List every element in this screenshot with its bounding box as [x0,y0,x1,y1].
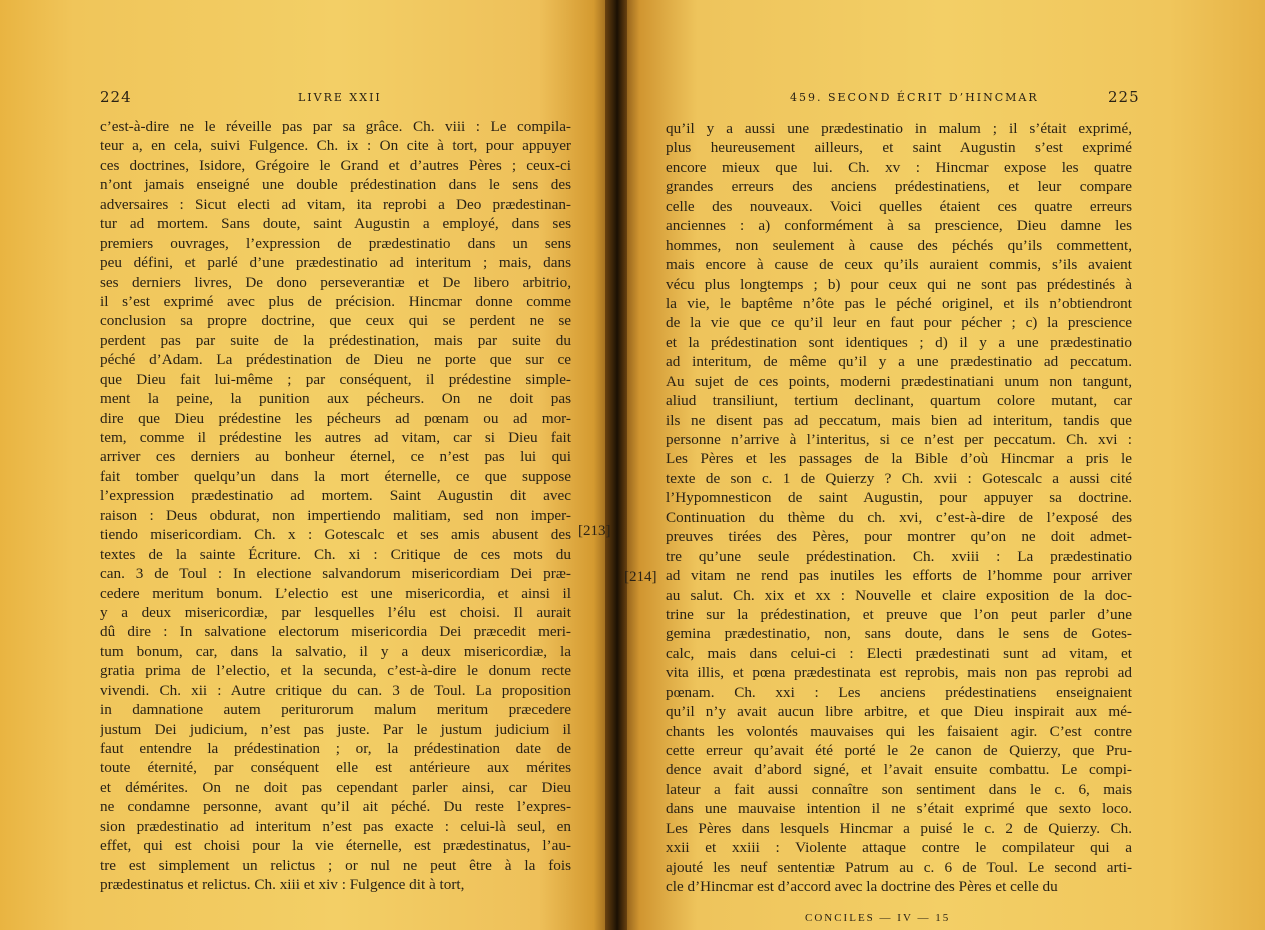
left-text-line: il s’est exprimé avec plus de précision. Hincmar donne comme [100,292,571,310]
right-text-line: grandes erreurs des anciens prédestinatiens, et leur compare [666,178,1132,196]
left-text-line: ses derniers livres, De dono perseverantiæ et De libero arbitrio, [100,273,571,291]
right-page-number: 225 [1108,88,1140,106]
left-text-line: c’est-à-dire ne le réveille pas par sa grâce. Ch. viii : Le compila- [100,118,571,135]
left-text-line: tur ad mortem. Sans doute, saint Augustin a employé, dans ses [100,215,571,233]
right-text-line: lateur a fait aussi connaître son sentiment dans le c. 6, mais [666,780,1132,798]
right-text-line: xxii et xxiii : Violente attaque contre le compilateur qui a [666,839,1132,857]
left-running-head: LIVRE XXII [298,91,382,104]
left-text-line: sion prædestinatio ad interitum n’est pas exacte : celui-là seul, en [100,817,571,835]
left-text-line: teur a, en cela, suivi Fulgence. Ch. ix : On cite à tort, pour appuyer [100,137,571,155]
right-text-line: Continuation du thème du ch. xvi, c’est-à-dire de l’exposé des [666,508,1132,526]
right-text-line: dans une mauvaise intention il ne s’était exprimé que sexto loco. [666,800,1132,818]
left-text-line: can. 3 de Toul : In electione salvandorum misericordiam Dei præ- [100,565,571,583]
left-text-line: gratia prima de l’electio, et la secunda, c’est-à-dire le donum recte [100,662,571,680]
left-page-number: 224 [100,88,132,106]
left-text-line: n’ont jamais enseigné une double prédestination dans le sens des [100,176,571,194]
right-text-line: celle des nouveaux. Voici quelles étaient ces quatre erreurs [666,197,1132,215]
left-text-line: ne condamne personne, avant qu’il ait péché. Du reste l’expres- [100,798,571,816]
right-text-line: et la prédestination sont identiques ; d) il y a une prædestinatio [666,333,1132,351]
right-text-line: Les Pères dans lesquels Hincmar a puisé le c. 2 de Quierzy. Ch. [666,819,1132,837]
right-text-line: de la vie que ce qu’il leur en faut pour pécher ; c) la prescience [666,314,1132,332]
right-text-line: mais encore à cause de ceux qu’ils auraient commis, s’ils avaient [666,256,1132,274]
right-text-line: ajouté les neuf sententiæ Patrum au c. 6 de Toul. Le second arti- [666,858,1132,876]
left-text-line: in damnatione autem periturorum malum meritum præcedere [100,701,571,719]
right-text-line: trine sur la prédestination, et preuve que l’on peut parler d’une [666,605,1132,623]
left-page [0,0,612,930]
signature-footer: CONCILES — IV — 15 [805,912,951,924]
margin-note-214: [214] [624,569,657,585]
right-text-line: la vie, le baptême n’ôte pas le péché originel, et ils n’obtiendront [666,294,1132,312]
left-text-line: l’expression prædestinatio ad mortem. Saint Augustin dit avec [100,487,571,505]
right-running-head: 459. SECOND ÉCRIT D’HINCMAR [790,91,1039,104]
right-text-line: vita illis, et pœna prædestinata est reprobis, mais non pas reprobi ad [666,664,1132,682]
left-text-line: tre est simplement un relictus ; or nul ne peut être à la fois [100,856,571,874]
left-text-line: premiers ouvrages, l’expression de prædestinatio dans un sens [100,234,571,252]
right-text-line: chants les volontés mauvaises qui les faisaient agir. C’est contre [666,722,1132,740]
left-text-line: peu défini, et parlé d’une prædestinatio ad interitum ; mais, dans [100,254,571,272]
right-text-line: dence avait d’abord signé, et l’avait ensuite combattu. Le compi- [666,761,1132,779]
left-text-line: faut entendre la prédestination ; or, la prédestination date de [100,740,571,757]
left-text-line: toute éternité, par conséquent elle est antérieure aux mérites [100,759,571,777]
left-text-line: raison : Deus obdurat, non impertiendo malitiam, sed non imper- [100,506,571,524]
right-text-line: personne n’arrive à l’interitus, si ce n’est per peccatum. Ch. xvi : [666,431,1132,448]
right-text-line: tre qu’une seule prédestination. Ch. xviii : La prædestinatio [666,547,1132,565]
left-text-line: ces doctrines, Isidore, Grégoire le Grand et d’autres Pères ; ceux-ci [100,156,571,174]
left-text-line: y a deux misericordiæ, par lesquelles l’élu est choisi. Il aurait [100,603,571,621]
right-text-line: encore mieux que lui. Ch. xv : Hincmar expose les quatre [666,158,1132,176]
right-page [620,0,1265,930]
right-text-line: ad interitum, de même qu’il y a une prædestinatio ad peccatum. [666,353,1132,371]
left-text-line: dû dire : In salvatione electorum misericordia Dei præcedit meri- [100,623,571,641]
right-text-line: vécu plus longtemps ; b) pour ceux qui ne sont pas prédestinés à [666,275,1132,293]
left-text-line: vivendi. Ch. xii : Autre critique du can. 3 de Toul. La proposition [100,681,571,699]
left-text-line: péché d’Adam. La prédestination de Dieu ne porte que sur ce [100,351,571,369]
right-text-line: cle d’Hincmar est d’accord avec la doctrine des Pères et celle du [666,878,1058,896]
right-text-line: aliud transiliunt, tertium declinant, quartum colore mutant, car [666,392,1132,410]
right-text-line: gemina prædestinatio, non, sans doute, dans le sens de Gotes- [666,625,1132,643]
right-text-line: ils ne disent pas ad peccatum, mais bien ad interitum, tandis que [666,411,1132,429]
right-text-line: ad vitam ne rend pas inutiles les efforts de l’homme pour arriver [666,567,1132,585]
left-text-line: textes de la sainte Écriture. Ch. xi : Critique de ces mots du [100,545,571,563]
left-text-line: que Dieu fait lui-même ; par conséquent, il prédestine simple- [100,370,571,388]
right-text-line: plus heureusement ailleurs, et saint Augustin s’est exprimé [666,139,1132,157]
right-text-line: qu’il n’y avait aucun libre arbitre, et que Dieu inspirait aux mé- [666,703,1132,721]
right-text-line: l’Hypomnesticon de saint Augustin, pour appuyer sa doctrine. [666,489,1132,507]
right-text-line: Les Pères et les passages de la Bible d’où Hincmar a pris le [666,450,1132,468]
left-text-line: perdent pas par suite de la prédestination, mais par suite du [100,331,571,349]
left-text-line: effet, qui est choisi pour la vie éternelle, est prædestinatus, l’au- [100,837,571,855]
left-text-line: fait tomber quelqu’un dans la mort éternelle, ce que suppose [100,467,571,485]
left-text-line: conclusion sa propre doctrine, que ceux qui se perdent ne se [100,312,571,330]
left-text-line: ment la peine, la punition aux pécheurs. On ne doit pas [100,390,571,408]
right-text-line: au salut. Ch. xix et xx : Nouvelle et claire exposition de la doc- [666,586,1132,604]
left-text-line: prædestinatus et relictus. Ch. xiii et xiv : Fulgence dit à tort, [100,876,465,894]
right-text-line: pœnam. Ch. xxi : Les anciens prédestinatiens enseignaient [666,683,1132,701]
left-text-line: tum bonum, car, dans la salvatio, il y a deux misericordiæ, la [100,642,571,660]
left-text-line: arriver ces derniers au bonheur éternel, ce n’est pas lui qui [100,448,571,466]
right-body-text [666,119,1132,897]
left-text-line: dire que Dieu prédestine les pécheurs ad pœnam ou ad mor- [100,409,571,427]
right-text-line: hommes, non seulement à cause des péchés qu’ils commettent, [666,236,1132,254]
right-text-line: qu’il y a aussi une prædestinatio in malum ; il s’était exprimé, [666,120,1132,137]
right-text-line: texte de son c. 1 de Quierzy ? Ch. xvii : Gotescalc a aussi cité [666,469,1132,487]
left-text-line: et démérites. On ne doit pas cependant parler ainsi, car Dieu [100,778,571,796]
left-body-text [100,117,571,895]
right-text-line: Au sujet de ces points, moderni prædestinatiani unum non tangunt, [666,372,1132,390]
left-text-line: tem, comme il prédestine les autres ad vitam, car si Dieu fait [100,429,571,446]
left-text-line: cedere meritum bonum. L’electio est une misericordia, et ainsi il [100,584,571,602]
right-text-line: anciennes : a) conformément à sa prescience, Dieu damne les [666,217,1132,235]
right-text-line: cette erreur qu’avait été porté le 2e canon de Quierzy, que Pru- [666,742,1132,759]
right-text-line: calc, mais dans celui-ci : Electi prædestinati sunt ad vitam, et [666,644,1132,662]
right-text-line: preuves tirées des Pères, pour montrer qu’on ne doit admet- [666,528,1132,546]
left-text-line: adversaires : Sicut electi ad vitam, ita reprobi a Deo prædestinan- [100,195,571,213]
left-text-line: tiendo misericordiam. Ch. x : Gotescalc et ses amis abusent des [100,526,571,544]
left-text-line: justum Dei judicium, n’est pas juste. Par le justum judicium il [100,720,571,738]
margin-note-213: [213] [578,523,611,539]
book-gutter [605,0,627,930]
